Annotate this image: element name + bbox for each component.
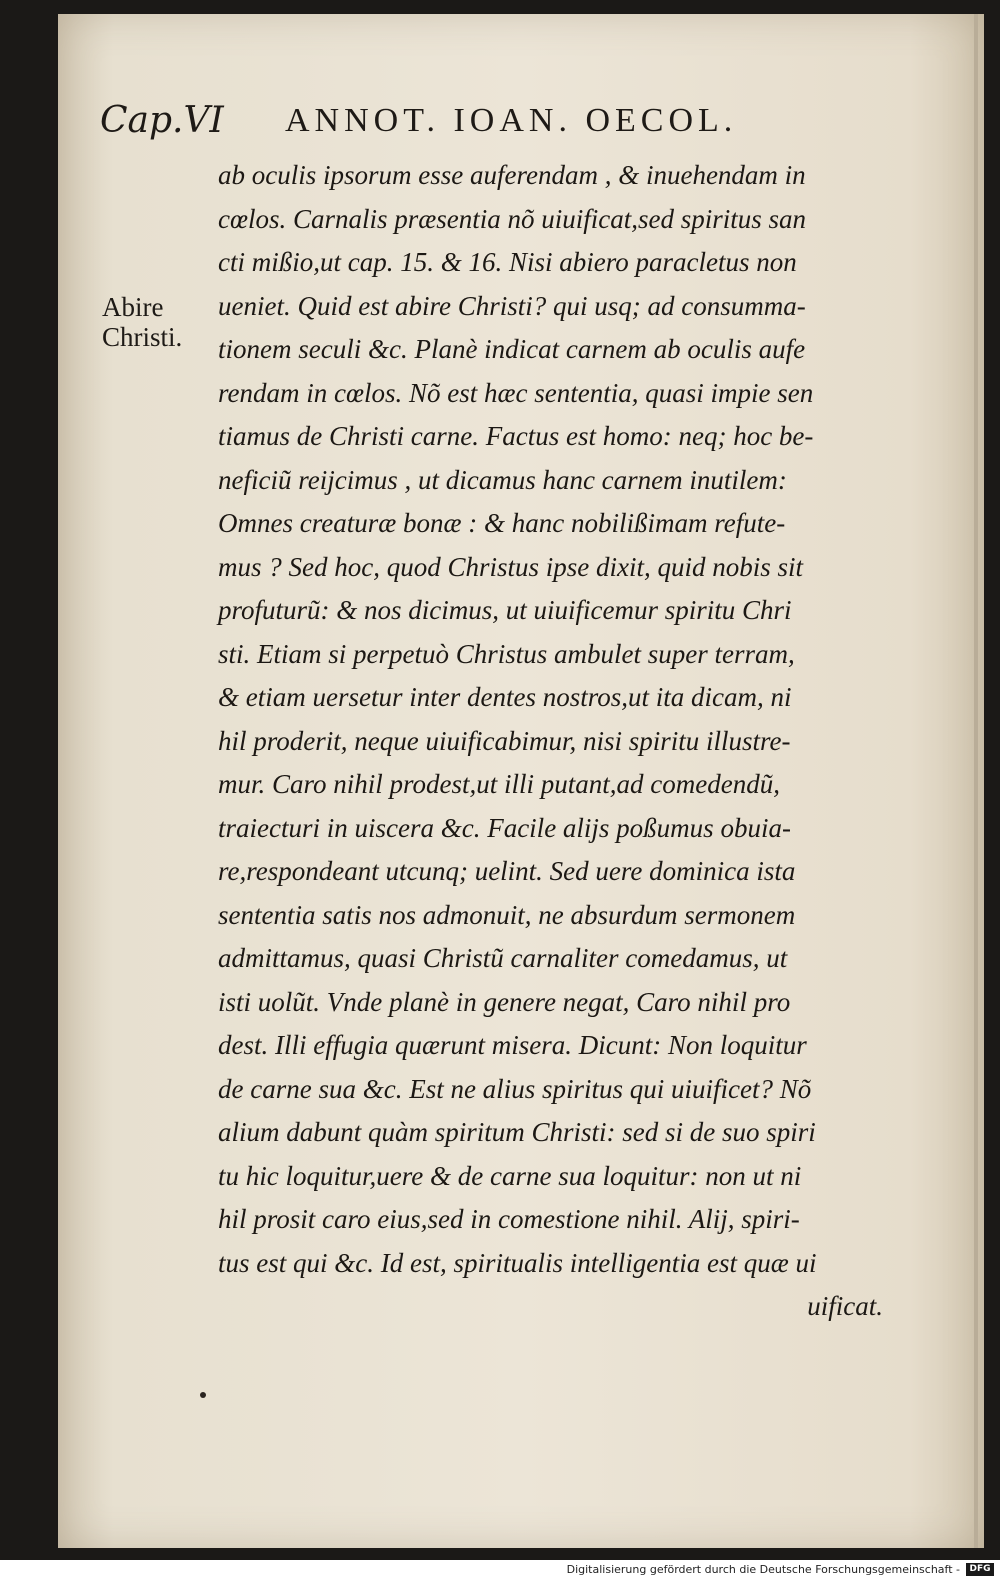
dfg-logo-icon: DFG [966,1563,994,1576]
text-line: Omnes creaturæ bonæ : & hanc nobilißimam refute- [218,508,786,538]
margin-note-line: Christi. [102,322,183,352]
text-line: re,respondeant utcunq; uelint. Sed uere dominica ista [218,856,796,886]
text-line: de carne sua &c. Est ne alius spiritus qui uiuificet? Nõ [218,1073,812,1104]
running-head [100,100,840,150]
body-text [218,154,883,1329]
text-line: sententia satis nos admonuit, ne absurdum sermonem [218,899,796,930]
text-line: admittamus, quasi Christũ carnaliter comedamus, ut [218,943,788,973]
text-line: ab oculis ipsorum esse auferendam , & inuehendam in [218,160,806,190]
text-line: mus ? Sed hoc, quod Christus ipse dixit, quid nobis sit [218,551,804,582]
text-line: tiamus de Christi carne. Factus est homo: neq; hoc be- [218,421,814,451]
text-line: ueniet. Quid est abire Christi? qui usq; ad consumma- [218,290,806,321]
text-line: cti mißio,ut cap. 15. & 16. Nisi abiero paracletus non [218,247,797,277]
text-line: tu hic loquitur,uere & de carne sua loquitur: non ut ni [218,1160,802,1191]
text-line-last: uificat. [807,1291,883,1321]
text-line: traiecturi in uiscera &c. Facile alijs poßumus obuia- [218,812,791,843]
text-line: hil prosit caro eius,sed in comestione nihil. Alij, spiri- [218,1204,800,1234]
text-line: rendam in cœlos. Nõ est hæc sententia, quasi impie sen [218,377,814,408]
page-edge [974,14,978,1548]
text-line: tus est qui &c. Id est, spiritualis intelligentia est quæ ui [218,1247,817,1278]
margin-note [102,292,212,352]
running-title: ANNOT. IOAN. OECOL. [285,102,738,139]
margin-note-line: Abire [102,292,164,322]
text-line: dest. Illi effugia quærunt misera. Dicunt: Non loquitur [218,1030,807,1060]
text-line: tionem seculi &c. Planè indicat carnem ab oculis aufe [218,334,806,364]
footer-bar [0,1560,1000,1578]
text-line: sti. Etiam si perpetuò Christus ambulet super terram, [218,638,795,669]
text-line: & etiam uersetur inter dentes nostros,ut ita dicam, ni [218,682,792,712]
text-line: mur. Caro nihil prodest,ut illi putant,ad comedendũ, [218,769,780,799]
text-line: cœlos. Carnalis præsentia nõ uiuificat,sed spiritus san [218,203,807,234]
footer-credit: Digitalisierung gefördert durch die Deutsche Forschungsgemeinschaft - [566,1563,960,1576]
chapter-label: Cap.VI [100,100,224,141]
text-line: alium dabunt quàm spiritum Christi: sed si de suo spiri [218,1117,816,1147]
text-line: isti uolũt. Vnde planè in genere negat, Caro nihil pro [218,986,791,1017]
text-line: profuturũ: & nos dicimus, ut uiuificemur spiritu Chri [218,595,792,625]
text-line: neficiũ reijcimus , ut dicamus hanc carnem inutilem: [218,464,787,495]
ink-dot [200,1392,206,1398]
text-line: hil proderit, neque uiuificabimur, nisi spiritu illustre- [218,725,791,756]
